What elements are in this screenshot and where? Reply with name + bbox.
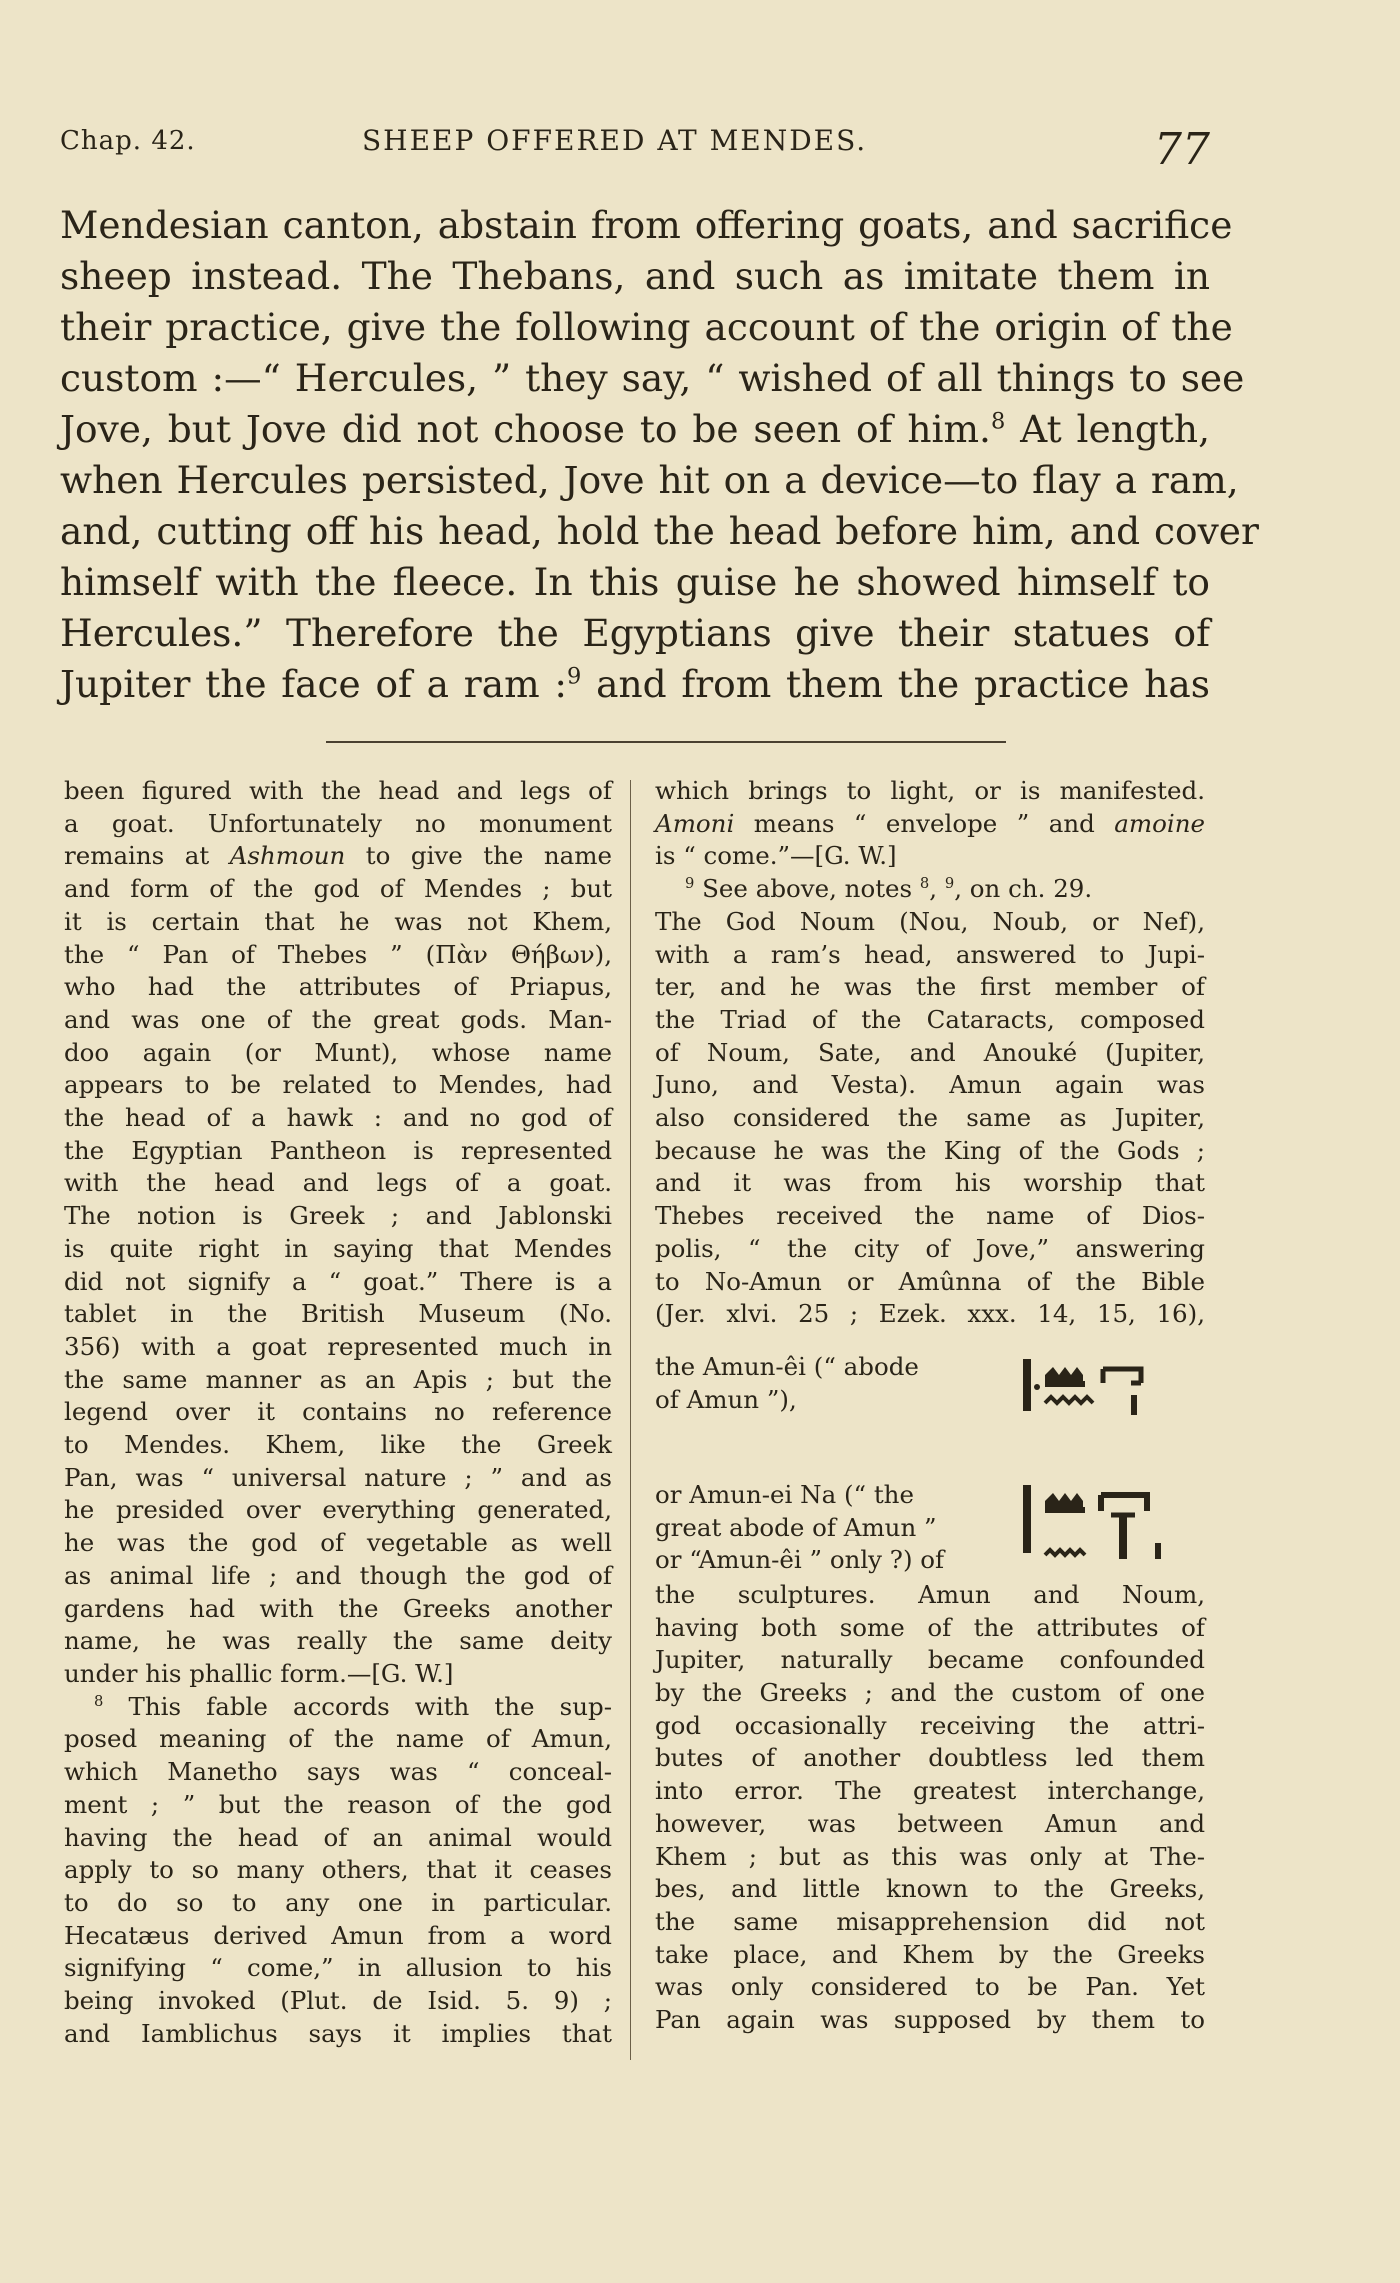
hieroglyph-amun-ei-icon (1023, 1353, 1173, 1443)
footnote-line: the “ Pan of Thebes ” (Πὰν Θήβων), (64, 939, 612, 969)
footnote-line: with the head and legs of a goat. (64, 1168, 612, 1198)
hieroglyph-figure-2 (655, 1479, 1205, 1579)
main-line: Hercules.” Therefore the Egyptians give their statues of (60, 611, 1210, 655)
footnote-line: and was one of the great gods. Man- (64, 1004, 612, 1034)
footnote-line: legend over it contains no reference (64, 1397, 612, 1427)
footnote-line: apply to so many others, that it ceases (64, 1855, 612, 1885)
footnote-number: 8 (94, 1692, 104, 1710)
footnote-line: being invoked (Plut. de Isid. 5. 9) ; (64, 1986, 612, 2016)
chapter-label: Chap. 42. (60, 126, 196, 156)
footnote-line: Pan, was “ universal nature ; ” and as (64, 1462, 612, 1492)
footnote-line: Amoni means “ envelope ” and amoine (655, 808, 1205, 838)
footnote-line: he presided over everything generated, (64, 1495, 612, 1525)
footnote-line: into error. The greatest interchange, (655, 1776, 1205, 1806)
footnote-line: doo again (or Munt), whose name (64, 1037, 612, 1067)
footnote-line: also considered the same as Jupiter, (655, 1103, 1205, 1133)
footnote-line: Thebes received the name of Dios- (655, 1201, 1205, 1231)
footnote-line: the head of a hawk : and no god of (64, 1103, 612, 1133)
footnote-line: and it was from his worship that (655, 1168, 1205, 1198)
footnote-line: great abode of Amun ” (655, 1512, 937, 1542)
page-number: 77 (1154, 124, 1210, 175)
footnote-line: Juno, and Vesta). Amun again was (655, 1070, 1205, 1100)
footnote-line: the same misapprehension did not (655, 1906, 1205, 1936)
footnote-line: bes, and little known to the Greeks, (655, 1874, 1205, 1904)
footnote-line: ment ; ” but the reason of the god (64, 1789, 612, 1819)
footnote-line: take place, and Khem by the Greeks (655, 1939, 1205, 1969)
main-line: Jupiter the face of a ram :$^9$ and from them the practice has (60, 662, 1210, 706)
footnote-ref[interactable]: 8 (990, 408, 1006, 435)
footnote-line: $^8$ This fable accords with the sup- (94, 1691, 612, 1721)
footnote-line: Hecatæus derived Amun from a word (64, 1920, 612, 1950)
footnote-line: under his phallic form.—[G. W.] (64, 1658, 454, 1688)
footnote-line: of Amun ”), (655, 1384, 797, 1414)
footnote-line: posed meaning of the name of Amun, (64, 1724, 612, 1754)
main-line: and, cutting off his head, hold the head before him, and cover (60, 509, 1259, 553)
footnote-line: a goat. Unfortunately no monument (64, 808, 612, 838)
footnote-line: is “ come.”—[G. W.] (655, 841, 897, 871)
footnote-line: it is certain that he was not Khem, (64, 906, 612, 936)
column-divider (630, 780, 631, 2060)
footnote-line: and Iamblichus says it implies that (64, 2018, 612, 2048)
footnote-line: having both some of the attributes of (655, 1612, 1205, 1642)
footnote-line: to Mendes. Khem, like the Greek (64, 1430, 612, 1460)
footnotes-right-column (655, 775, 1205, 2037)
footnote-line: with a ram’s head, answered to Jupi- (655, 939, 1205, 969)
main-line: Jove, but Jove did not choose to be seen of him.$^8$ At length, (60, 407, 1210, 451)
footnote-line: the Egyptian Pantheon is represented (64, 1135, 612, 1165)
footnote-line: the Amun-êi (“ abode (655, 1351, 919, 1381)
page-title: SHEEP OFFERED AT MENDES. (362, 124, 868, 157)
footnote-line: The notion is Greek ; and Jablonski (64, 1201, 612, 1231)
footnote-line: $^9$ See above, notes $^8$, $^9$, on ch. 29. (685, 874, 1093, 904)
footnote-ref[interactable]: 9 (567, 663, 582, 690)
footnote-line: by the Greeks ; and the custom of one (655, 1678, 1205, 1708)
footnotes-left-column (64, 775, 612, 2050)
footnote-line: however, was between Amun and (655, 1808, 1205, 1838)
hieroglyph-amun-ei-na-icon (1023, 1481, 1173, 1571)
footnote-line: Jupiter, naturally became confounded (655, 1645, 1205, 1675)
footnote-line: because he was the King of the Gods ; (655, 1135, 1205, 1165)
footnote-line: signifying “ come,” in allusion to his (64, 1953, 612, 1983)
footnote-line: gardens had with the Greeks another (64, 1593, 612, 1623)
footnote-line: or Amun-ei Na (“ the (655, 1479, 914, 1509)
main-line: sheep instead. The Thebans, and such as imitate them in (60, 254, 1210, 298)
footnote-line: god occasionally receiving the attri- (655, 1710, 1205, 1740)
footnote-line: the Triad of the Cataracts, composed (655, 1004, 1205, 1034)
footnote-line: the same manner as an Apis ; but the (64, 1364, 612, 1394)
footnote-line: which Manetho says was “ conceal- (64, 1757, 612, 1787)
footnote-line: was only considered to be Pan. Yet (655, 1972, 1205, 2002)
footnote-line: and form of the god of Mendes ; but (64, 874, 612, 904)
main-line: himself with the fleece. In this guise he showed himself to (60, 560, 1210, 604)
footnote-line: name, he was really the same deity (64, 1626, 612, 1656)
footnote-line: ter, and he was the first member of (655, 972, 1205, 1002)
main-line: Mendesian canton, abstain from offering goats, and sacrifice (60, 203, 1233, 247)
section-rule (326, 741, 1006, 743)
footnote-line: appears to be related to Mendes, had (64, 1070, 612, 1100)
footnote-line: is quite right in saying that Mendes (64, 1233, 612, 1263)
footnote-line: Khem ; but as this was only at The- (655, 1841, 1205, 1871)
main-line: their practice, give the following account of the origin of the (60, 305, 1233, 349)
footnote-line: Pan again was supposed by them to (655, 2005, 1205, 2035)
footnote-line: to do so to any one in particular. (64, 1887, 612, 1917)
footnote-line: the sculptures. Amun and Noum, (655, 1579, 1205, 1609)
footnote-line: having the head of an animal would (64, 1822, 612, 1852)
footnote-line: remains at Ashmoun to give the name (64, 841, 612, 871)
footnote-line: (Jer. xlvi. 25 ; Ezek. xxx. 14, 15, 16), (655, 1299, 1205, 1329)
footnote-line: as animal life ; and though the god of (64, 1560, 612, 1590)
footnote-line: polis, “ the city of Jove,” answering (655, 1233, 1205, 1263)
running-header (60, 118, 1210, 178)
footnote-line: The God Noum (Nou, Noub, or Nef), (655, 906, 1205, 936)
main-line: when Hercules persisted, Jove hit on a device—to flay a ram, (60, 458, 1239, 502)
hieroglyph-figure-1 (655, 1351, 1205, 1471)
footnote-line: which brings to light, or is manifested. (655, 776, 1205, 805)
footnote-line: 356) with a goat represented much in (64, 1331, 612, 1361)
main-text (60, 200, 1259, 710)
footnote-line: who had the attributes of Priapus, (64, 972, 612, 1002)
footnote-line: tablet in the British Museum (No. (64, 1299, 612, 1329)
main-line: custom :—“ Hercules, ” they say, “ wished of all things to see (60, 356, 1245, 400)
footnote-line: been figured with the head and legs of (64, 776, 612, 805)
footnote-line: to No-Amun or Amûnna of the Bible (655, 1266, 1205, 1296)
footnote-line: butes of another doubtless led them (655, 1743, 1205, 1773)
footnote-line: of Noum, Sate, and Anouké (Jupiter, (655, 1037, 1205, 1067)
footnote-line: or “Amun-êi ” only ?) of (655, 1545, 945, 1575)
footnote-line: did not signify a “ goat.” There is a (64, 1266, 612, 1296)
footnote-line: he was the god of vegetable as well (64, 1528, 612, 1558)
footnote-number: 9 (685, 874, 695, 892)
